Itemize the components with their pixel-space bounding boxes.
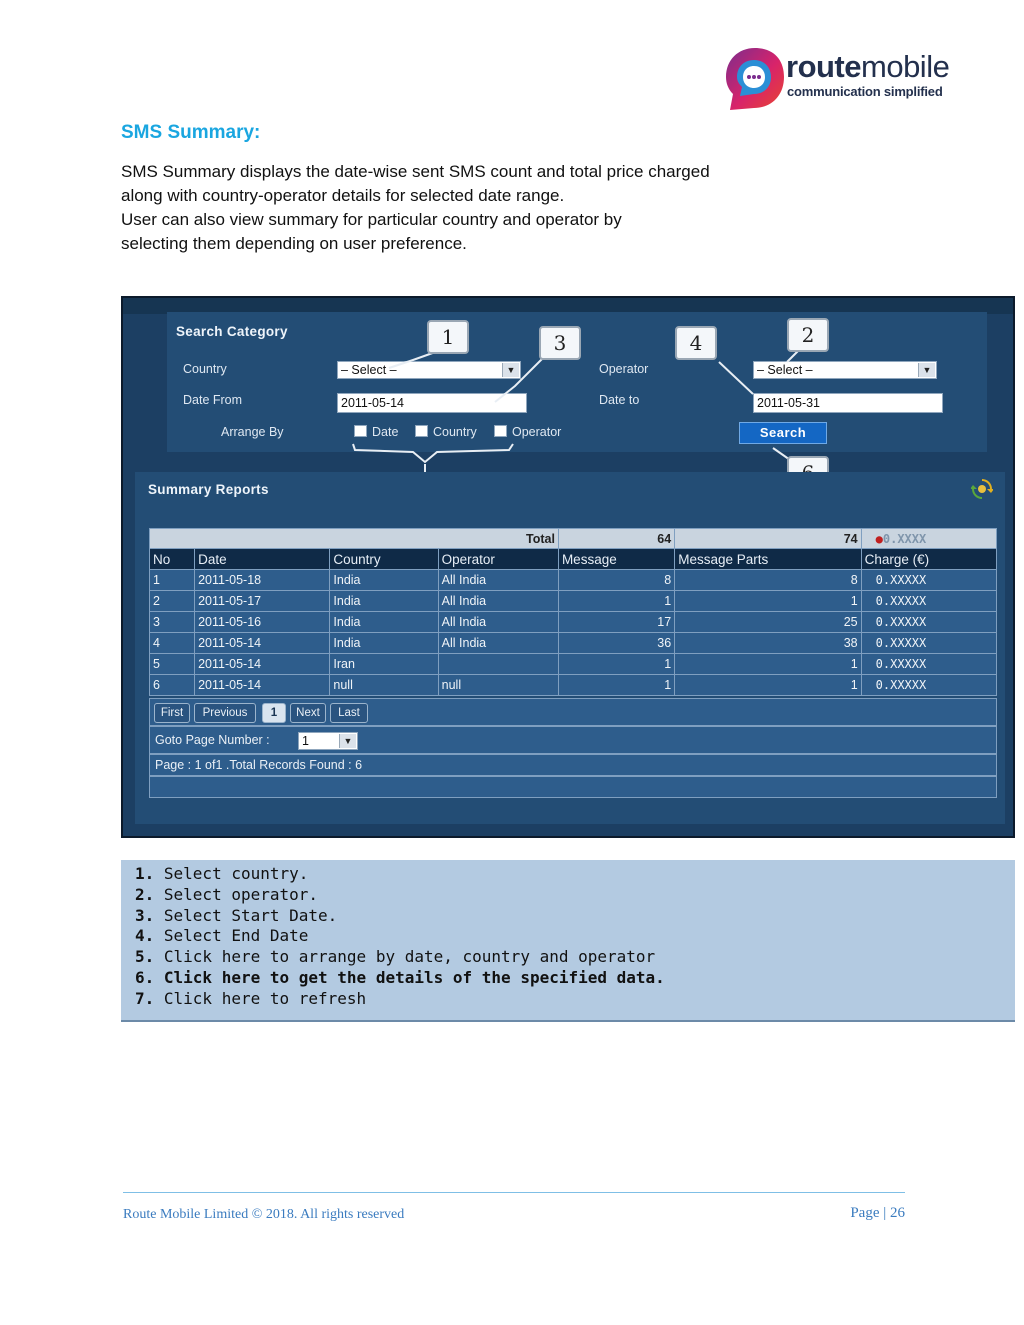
page-heading: SMS Summary: [121, 122, 261, 143]
legend-item-text: Select country. [154, 864, 309, 883]
table-row [150, 612, 997, 633]
legend-item-number: 7. [135, 988, 155, 1008]
country-select-value: – Select – [341, 363, 397, 377]
row-charge: 0.XXXXX [861, 612, 996, 633]
row-operator: All India [438, 591, 558, 612]
column-header: Date [195, 549, 330, 570]
page-label: Page [850, 1205, 880, 1221]
row-date: 2011-05-18 [195, 570, 330, 591]
search-button[interactable]: Search [739, 422, 827, 444]
date-to-label: Date to [599, 393, 640, 407]
legend-item [135, 906, 1015, 927]
first-page-button[interactable]: First [154, 703, 190, 723]
row-message-parts: 38 [675, 633, 861, 654]
row-message-parts: 8 [675, 570, 861, 591]
empty-footer-bar [149, 776, 997, 798]
row-message-count: 1 [558, 675, 674, 696]
arrange-by-date-checkbox[interactable] [354, 425, 367, 437]
row-charge: 0.XXXXX [861, 654, 996, 675]
row-message-count: 17 [558, 612, 674, 633]
intro-line: selecting them depending on user preference. [121, 234, 467, 253]
date-to-input[interactable]: 2011-05-31 [753, 393, 943, 413]
row-charge: 0.XXXXX [861, 633, 996, 654]
page-status-text: Page : 1 of1 .Total Records Found : 6 [155, 758, 363, 772]
row-operator: All India [438, 570, 558, 591]
callout-3: 3 [539, 326, 581, 360]
legend-item-text: Click here to refresh [154, 988, 367, 1008]
summary-reports-title: Summary Reports [148, 482, 269, 497]
alert-dot-icon: ● [875, 531, 883, 546]
row-date: 2011-05-16 [195, 612, 330, 633]
arrange-by-operator-label: Operator [512, 425, 562, 439]
row-message-count: 1 [558, 654, 674, 675]
page-separator: | [883, 1205, 887, 1221]
search-category-title: Search Category [176, 324, 288, 339]
table-total-row [150, 529, 997, 549]
brand-word-light: mobile [861, 49, 950, 84]
country-label: Country [183, 362, 227, 376]
arrange-by-operator-checkbox[interactable] [494, 425, 507, 437]
route-mobile-logo-icon [724, 46, 786, 112]
row-operator: All India [438, 633, 558, 654]
callout-1: 1 [427, 320, 469, 354]
previous-page-button[interactable]: Previous [194, 703, 256, 723]
column-header: Charge (€) [861, 549, 996, 570]
next-page-button[interactable]: Next [290, 703, 326, 723]
total-label: Total [150, 529, 559, 549]
table-header-row [150, 549, 997, 570]
row-message-parts: 1 [675, 675, 861, 696]
legend-item-text: Click here to get the details of the specified data. [154, 967, 665, 987]
operator-label: Operator [599, 362, 649, 376]
column-header: Message Parts [675, 549, 861, 570]
row-country: India [330, 570, 438, 591]
table-row [150, 633, 997, 654]
row-country: null [330, 675, 438, 696]
operator-select-value: – Select – [757, 363, 813, 377]
legend-item [135, 968, 1015, 989]
row-message-count: 36 [558, 633, 674, 654]
row-number: 3 [150, 612, 195, 633]
table-row [150, 570, 997, 591]
summary-rows [150, 570, 997, 696]
pager-area [149, 698, 997, 802]
callout-2: 2 [787, 318, 829, 352]
row-charge: 0.XXXXX [861, 675, 996, 696]
table-row [150, 591, 997, 612]
brand-tagline: communication simplified [787, 84, 943, 99]
row-number: 4 [150, 633, 195, 654]
legend-item-number: 2. [135, 884, 155, 904]
legend-item [135, 926, 1015, 947]
country-select[interactable] [337, 361, 521, 379]
legend-item-text: Select Start Date. [154, 905, 338, 925]
brand-logo [724, 44, 964, 116]
current-page-button[interactable]: 1 [262, 703, 286, 723]
legend-item-number: 1. [135, 864, 155, 883]
total-messages: 64 [558, 529, 674, 549]
brand-word-bold: route [786, 49, 861, 84]
page-status-bar [149, 754, 997, 776]
legend-item [135, 989, 1015, 1010]
table-row [150, 654, 997, 675]
row-charge: 0.XXXXX [861, 591, 996, 612]
row-date: 2011-05-17 [195, 591, 330, 612]
row-charge: 0.XXXXX [861, 570, 996, 591]
legend-item-number: 3. [135, 905, 155, 925]
total-message-parts: 74 [675, 529, 861, 549]
legend-item-number: 4. [135, 926, 155, 946]
intro-line: SMS Summary displays the date-wise sent SMS count and total price charged [121, 162, 710, 181]
summary-table [149, 528, 997, 696]
table-row [150, 675, 997, 696]
legend-item-text: Select End Date [154, 926, 309, 946]
operator-select[interactable] [753, 361, 937, 379]
intro-line: along with country-operator details for selected date range. [121, 186, 565, 205]
legend-item [135, 947, 1015, 968]
goto-page-select[interactable] [298, 732, 358, 750]
legend-item-text: Select operator. [154, 884, 319, 904]
legend-item-number: 5. [135, 947, 155, 967]
steps-legend [121, 860, 1015, 1022]
row-operator: All India [438, 612, 558, 633]
row-message-count: 8 [558, 570, 674, 591]
chevron-down-icon[interactable]: ▼ [502, 363, 519, 377]
column-header: Country [330, 549, 438, 570]
row-country: India [330, 633, 438, 654]
arrange-by-country-label: Country [433, 425, 477, 439]
row-message-parts: 1 [675, 654, 861, 675]
legend-item-text: Click here to arrange by date, country and operator [154, 947, 656, 967]
goto-page-value: 1 [302, 734, 309, 748]
intro-line: User can also view summary for particular country and operator by [121, 210, 622, 229]
date-from-label: Date From [183, 393, 243, 407]
row-message-count: 1 [558, 591, 674, 612]
row-country: India [330, 612, 438, 633]
footer-copyright: Route Mobile Limited © 2018. All rights reserved [123, 1207, 405, 1222]
chevron-down-icon[interactable]: ▼ [339, 734, 356, 748]
column-header: Message [558, 549, 674, 570]
row-country: India [330, 591, 438, 612]
chevron-down-icon[interactable]: ▼ [918, 363, 935, 377]
last-page-button[interactable]: Last [330, 703, 368, 723]
total-charge-cell [861, 529, 996, 549]
arrange-by-label: Arrange By [221, 425, 284, 439]
callout-4: 4 [675, 326, 717, 360]
row-number: 1 [150, 570, 195, 591]
date-from-input[interactable]: 2011-05-14 [337, 393, 527, 413]
column-header: Operator [438, 549, 558, 570]
page-number: 26 [890, 1205, 905, 1221]
row-operator [438, 654, 558, 675]
arrange-by-date-label: Date [372, 425, 399, 439]
intro-paragraph [121, 160, 841, 256]
goto-page-bar [149, 726, 997, 754]
footer-divider [123, 1192, 905, 1193]
row-number: 6 [150, 675, 195, 696]
sms-summary-screenshot [121, 296, 1015, 838]
footer-page-number [790, 1205, 905, 1222]
row-operator: null [438, 675, 558, 696]
total-charge: 0.XXXX [882, 531, 927, 546]
arrange-by-country-checkbox[interactable] [415, 425, 428, 437]
legend-item-number: 6. [135, 967, 155, 987]
goto-page-label: Goto Page Number : [155, 733, 270, 747]
row-date: 2011-05-14 [195, 633, 330, 654]
row-date: 2011-05-14 [195, 654, 330, 675]
row-number: 5 [150, 654, 195, 675]
row-date: 2011-05-14 [195, 675, 330, 696]
row-number: 2 [150, 591, 195, 612]
refresh-icon[interactable] [971, 478, 993, 500]
column-header: No [150, 549, 195, 570]
pager-bar [149, 698, 997, 726]
row-message-parts: 25 [675, 612, 861, 633]
brand-wordmark [786, 50, 949, 84]
legend-item [135, 864, 1015, 885]
legend-item [135, 885, 1015, 906]
row-country: Iran [330, 654, 438, 675]
row-message-parts: 1 [675, 591, 861, 612]
